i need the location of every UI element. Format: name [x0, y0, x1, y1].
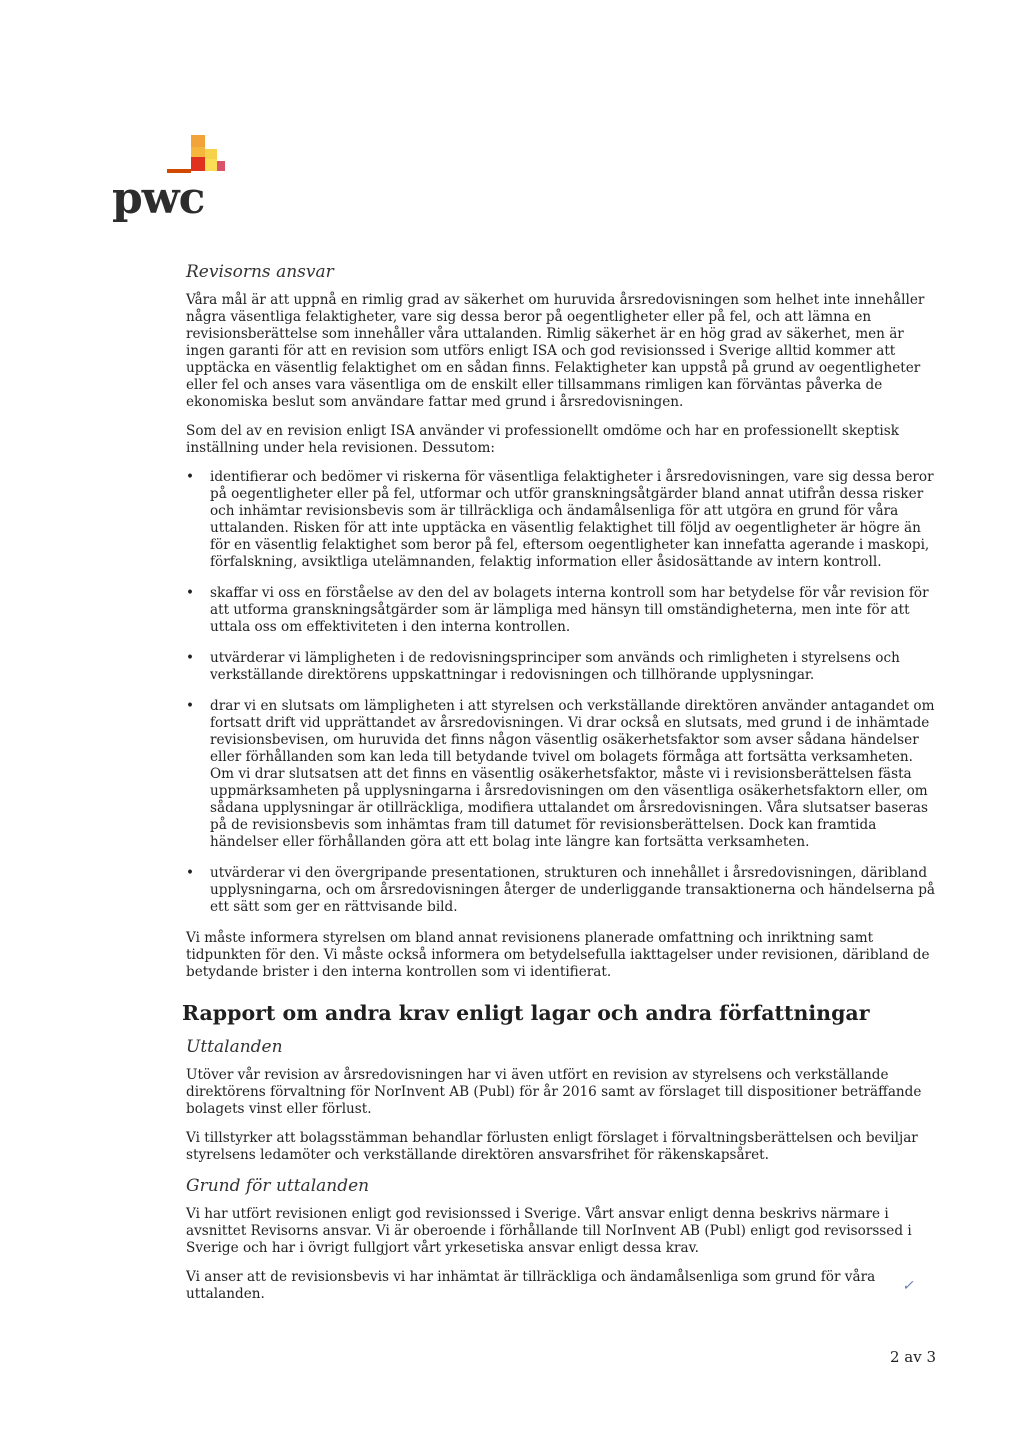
document-body: [182, 262, 938, 1315]
paragraph: Vi måste informera styrelsen om bland annat revisionens planerade omfattning och inriktning samt tidpunkten för den. Vi måste också informera om betydelsefulla iakttagelser under revisionen, däribland de betydande brister i den interna kontrollen som vi identifierat.: [186, 930, 930, 980]
pwc-logo: [112, 135, 232, 235]
list-item: • skaffar vi oss en förståelse av den del av bolagets interna kontroll som har betydelse för vår revision för att utforma granskningsåtgärder som är lämpliga med hänsyn till omständigheterna, men inte för att uttala oss om effektiviteten i den interna kontrollen.: [186, 585, 938, 636]
pwc-logo-text: pwc: [112, 173, 205, 224]
bullet-list: [186, 469, 938, 916]
section-heading-rapport: Rapport om andra krav enligt lagar och andra författningar: [182, 1001, 870, 1025]
handwritten-tick-mark: ✓: [902, 1278, 914, 1294]
page-number: 2 av 3: [889, 1348, 936, 1366]
paragraph: Våra mål är att uppnå en rimlig grad av säkerhet om huruvida årsredovisningen som helhet inte innehåller några väsentliga felaktigheter, vare sig dessa beror på oegentligheter eller på fel, och att lämna en revisionsberättelse som innehåller våra uttalanden. Rimlig säkerhet är en hög grad av säkerhet, men är ingen garanti för att en revision som utförs enligt ISA och god revisionssed i Sverige alltid kommer att upptäcka en väsentlig felaktighet om en sådan finns. Felaktigheter kan uppstå på grund av oegentligheter eller fel och anses vara väsentliga om de enskilt eller tillsammans rimligen kan förväntas påverka de ekonomiska beslut som användare fattar med grund i årsredovisningen.: [186, 292, 925, 410]
section-heading-revisorns-ansvar: Revisorns ansvar: [186, 262, 334, 282]
list-item: • drar vi en slutsats om lämpligheten i att styrelsen och verkställande direktören använder antagandet om fortsatt drift vid upprättandet av årsredovisningen. Vi drar också en slutsats, med grund i de inhämtade revisionsbevisen, om huruvida det finns någon väsentlig osäkerhetsfaktor som avser sådana händelser eller förhållanden som kan leda till betydande tvivel om bolagets förmåga att fortsätta verksamheten. Om vi drar slutsatsen att det finns en väsentlig osäkerhetsfaktor, måste vi i revisionsberättelsen fästa uppmärksamheten på upplysningarna i årsredovisningen om den väsentliga osäkerhetsfaktorn eller, om sådana upplysningar är otillräckliga, modifiera uttalandet om årsredovisningen. Våra slutsatser baseras på de revisionsbevis som inhämtas fram till datumet för revisionsberättelsen. Dock kan framtida händelser eller förhållanden göra att ett bolag inte längre kan fortsätta verksamheten.: [186, 698, 938, 851]
list-item: • utvärderar vi den övergripande presentationen, strukturen och innehållet i årsredovisningen, däribland upplysningarna, och om årsredovisningen återger de underliggande transaktionerna och händelserna på ett sätt som ger en rättvisande bild.: [186, 865, 938, 916]
subsection-heading-uttalanden: Uttalanden: [186, 1037, 283, 1057]
list-item: • identifierar och bedömer vi riskerna för väsentliga felaktigheter i årsredovisningen, vare sig dessa beror på oegentligheter eller på fel, utformar och utför granskningsåtgärder bland annat utifrån dessa risker och inhämtar revisionsbevis som är tillräckliga och ändamålsenliga för att utgöra en grund för våra uttalanden. Risken för att inte upptäcka en väsentlig felaktighet till följd av oegentligheter är högre än för en väsentlig felaktighet som beror på fel, eftersom oegentligheter kan innefatta agerande i maskopi, förfalskning, avsiktliga utelämnanden, felaktig information eller åsidosättande av intern kontroll.: [186, 469, 938, 571]
list-item: • utvärderar vi lämpligheten i de redovisningsprinciper som används och rimligheten i styrelsens och verkställande direktörens uppskattningar i redovisningen och tillhörande upplysningar.: [186, 650, 938, 684]
paragraph: Som del av en revision enligt ISA använder vi professionellt omdöme och har en professionellt skeptisk inställning under hela revisionen. Dessutom:: [186, 423, 899, 456]
paragraph: Utöver vår revision av årsredovisningen har vi även utfört en revision av styrelsens och verkställande direktörens förvaltning för NorInvent AB (Publ) för år 2016 samt av förslaget till dispositioner beträffande bolagets vinst eller förlust.: [186, 1067, 922, 1117]
paragraph: Vi tillstyrker att bolagsstämman behandlar förlusten enligt förslaget i förvaltningsberättelsen och beviljar styrelsens ledamöter och verkställande direktören ansvarsfrihet för räkenskapsåret.: [186, 1130, 918, 1163]
paragraph: Vi anser att de revisionsbevis vi har inhämtat är tillräckliga och ändamålsenliga som grund för våra uttalanden.: [186, 1269, 876, 1302]
subsection-heading-grund: Grund för uttalanden: [186, 1176, 370, 1196]
paragraph: Vi har utfört revisionen enligt god revisionssed i Sverige. Vårt ansvar enligt denna beskrivs närmare i avsnittet Revisorns ansvar. Vi är oberoende i förhållande till NorInvent AB (Publ) enligt god revisorssed i Sverige och har i övrigt fullgjort vårt yrkesetiska ansvar enligt dessa krav.: [186, 1206, 912, 1256]
